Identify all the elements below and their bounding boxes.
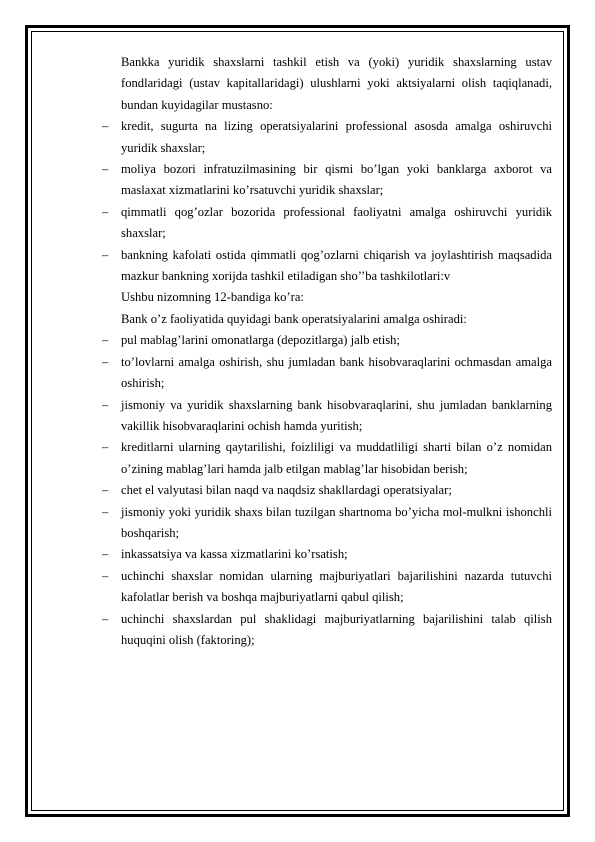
paragraph-text: moliya bozori infratuzilmasining bir qismi bo’lgan yoki banklarga axborot va maslaxat xizmatlarini ko’rsatuvchi yuridik shaxslar; [121,162,552,198]
list-item [102,502,552,545]
list-item [102,566,552,609]
paragraph-text: Ushbu nizomning 12-bandiga ko’ra: [121,290,304,305]
list-dash-marker: – [102,397,109,412]
list-item [102,437,552,480]
paragraph-text: bankning kafolati ostida qimmatli qog’ozlarni chiqarish va joylashtirish maqsadida mazkur bankning xorijda tashkil etiladigan sho’’ba tashkilotlari:v [121,247,552,284]
list-dash-marker: – [102,204,109,219]
list-item [102,159,552,202]
paragraph-text: Bankka yuridik shaxslarni tashkil etish va (yoki) yuridik shaxslarning ustav fondlaridagi (ustav kapitallaridagi) ulushlarni yoki aktsiyalarni olish taqiqlanadi, bundan kuyidagilar mustasno: [121,55,552,112]
paragraph [121,287,552,308]
list-dash-marker: – [102,247,109,262]
list-item [102,395,552,438]
paragraph-text: qimmatli qog’ozlar bozorida professional faoliyatni amalga oshiruvchi yuridik shaxslar; [121,204,552,241]
paragraph-text: Bank o’z faoliyatida quyidagi bank operatsiyalarini amalga oshiradi: [121,311,467,326]
paragraph-text: pul mablag’larini omonatlarga (depozitlarga) jalb etish; [121,333,400,348]
paragraph-text: kredit, sugurta na lizing operatsiyalarini professional asosda amalga oshiruvchi yuridik shaxslar; [121,119,552,155]
paragraph-text: uchinchi shaxslardan pul shaklidagi majburiyatlarning bajarilishini talab qilish huquqini olish (faktoring); [121,611,552,647]
list-dash-marker: – [102,440,109,455]
paragraph [121,52,552,116]
list-dash-marker: – [102,119,109,134]
paragraph [121,309,552,330]
list-dash-marker: – [102,333,109,348]
list-dash-marker: – [102,162,109,177]
list-dash-marker: – [102,483,109,498]
paragraph-text: to’lovlarni amalga oshirish, shu jumladan bank hisobvaraqlarini ochmasdan amalga oshirish; [121,354,552,391]
list-item [102,609,552,652]
paragraph-text: jismoniy yoki yuridik shaxs bilan tuzilgan shartnoma bo’yicha mol-mulkni ishonchli boshqarish; [121,504,552,540]
paragraph-text: uchinchi shaxslar nomidan ularning majburiyatlari bajarilishini nazarda tutuvchi kafolatlar berish va boshqa majburiyatlarni qabul qilish; [121,568,552,605]
list-dash-marker: – [102,504,109,519]
list-dash-marker: – [102,354,109,369]
list-item [102,202,552,245]
list-item [102,480,552,501]
list-dash-marker: – [102,611,109,626]
list-dash-marker: – [102,568,109,583]
paragraph-text: inkassatsiya va kassa xizmatlarini ko’rsatish; [121,547,348,562]
list-item [102,544,552,565]
paragraph-text: kreditlarni ularning qaytarilishi, foizliligi va muddatliligi sharti bilan o’z nomidan o’zining mablag’lari hamda jalb etilgan mablag’lar hisobidan berish; [121,440,552,476]
document-body [0,52,595,651]
list-dash-marker: – [102,547,109,562]
paragraph-text: jismoniy va yuridik shaxslarning bank hisobvaraqlarini, shu jumladan banklarning vakillik hisobvaraqlarini ochish hamda yuritish; [121,397,552,433]
list-item [102,116,552,159]
list-item [102,245,552,288]
list-item [102,330,552,351]
list-item [102,352,552,395]
paragraph-text: chet el valyutasi bilan naqd va naqdsiz shakllardagi operatsiyalar; [121,483,452,498]
